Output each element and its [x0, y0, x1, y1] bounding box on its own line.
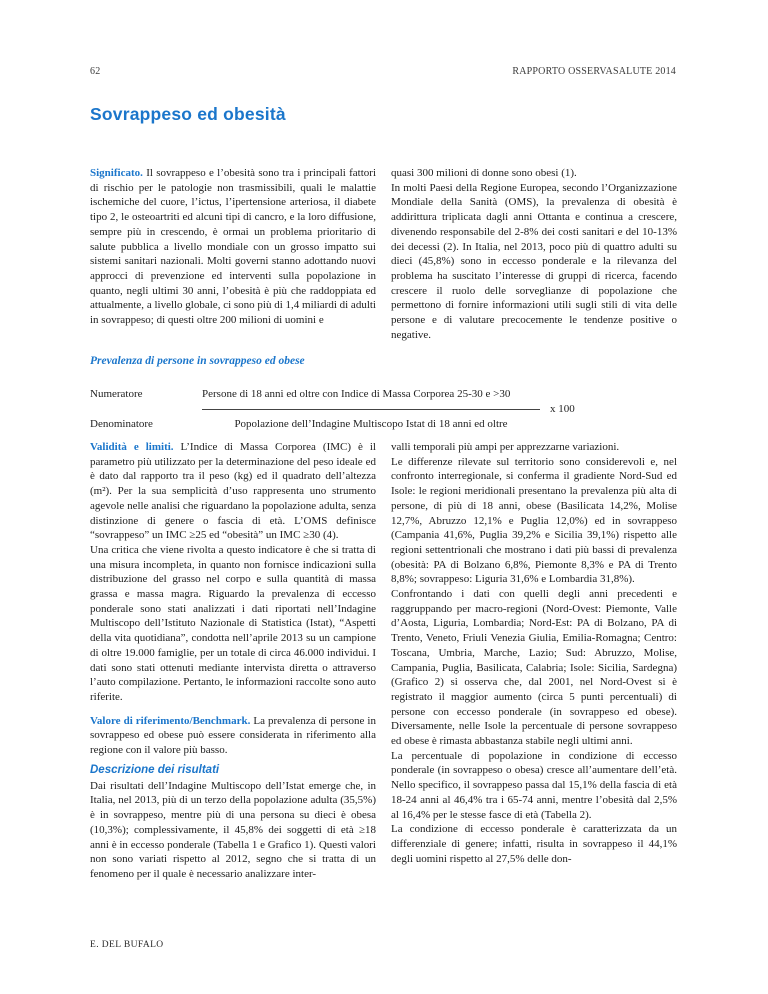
benchmark-lead: Valore di riferimento/Benchmark.	[90, 714, 251, 727]
indicator-formula	[90, 388, 575, 430]
intro-europe-paragraph: In molti Paesi della Regione Europea, secondo l’Organizzazione Mondiale della Sanità (OMS), la prevalenza di obesità è addirittura triplicata dagli anni Ottanta e continua a crescere, divenendo responsabile del 2-8% dei costi sanitari e del 10-13% dei decessi (2). In Italia, nel 2013, poco più di quattro adulti su dieci (45,8%) sono in eccesso ponderale e la rilevanza del problema ha suscitato l’interesse di gruppi di ricerca, facendo crescere il ruolo delle sorveglianze di popolazione che permettono di fornire informazioni utili sugli stili di vita delle persone e di valutare precocemente le tendenze positive o negative.	[391, 181, 677, 341]
significato-paragraph	[90, 166, 376, 328]
chapter-title: Sovrappeso ed obesità	[90, 104, 286, 124]
numerator-label: Numeratore	[90, 388, 143, 400]
report-title: RAPPORTO OSSERVASALUTE 2014	[512, 66, 676, 77]
results-age-paragraph: La percentuale di popolazione in condizione di eccesso ponderale (in sovrappeso o obesa) cresce all’aumentare dell’età. Nello specifico, il sovrappeso passa dal 15,1% della fascia di età 18-24 anni al 46,4% tra i 65-74 anni, mentre l’obesità dal 2,5% al 16,4% per le stesse fasce di età (Tabella 2).	[391, 749, 677, 821]
multiplier-text: x 100	[550, 403, 575, 415]
page-number: 62	[90, 66, 101, 77]
results-continuation-line: valli temporali più ampi per apprezzarne variazioni.	[391, 441, 620, 453]
denominator-row	[90, 418, 575, 430]
benchmark-text: La prevalenza di persone in sovrappeso ed obese può essere considerata in riferimento alla regione con il valore più basso.	[90, 714, 376, 757]
page-header	[90, 66, 676, 77]
main-left-column	[90, 440, 376, 882]
benchmark-paragraph	[90, 714, 376, 758]
denominator-label: Denominatore	[90, 418, 153, 430]
intro-columns	[90, 166, 678, 342]
main-columns	[90, 440, 678, 882]
intro-right-column	[391, 166, 677, 342]
results-paragraph-left: Dai risultati dell’Indagine Multiscopo dell’Istat emerge che, in Italia, nel 2013, più di un terzo della popolazione adulta (35,5%) è in sovrappeso, mentre più di una persona su dieci è obesa (10,3%); complessivamente, il 45,8% dei soggetti di età ≥18 anni è in eccesso ponderale (Tabella 1 e Grafico 1). Questi valori non sono variati rispetto al 2012, segno che si tratta di un fenomeno per il quale è necessario analizzare inter-	[90, 779, 376, 880]
validita-paragraph-1	[90, 440, 376, 543]
numerator-text: Persone di 18 anni ed oltre con Indice di Massa Corporea 25-30 e >30	[202, 388, 511, 400]
results-gender-paragraph: La condizione di eccesso ponderale è caratterizzata da un differenziale di genere; infatti, risulta in sovrappeso il 44,1% degli uomini rispetto al 27,5% delle don-	[391, 823, 677, 865]
author-credit: E. DEL BUFALO	[90, 940, 164, 950]
validita-lead: Validità e limiti.	[90, 441, 174, 453]
denominator-text: Popolazione dell’Indagine Multiscopo Istat di 18 anni ed oltre	[234, 418, 508, 430]
significato-lead: Significato.	[90, 167, 143, 179]
indicator-heading: Prevalenza di persone in sovrappeso ed obese	[90, 355, 305, 367]
fraction-rule-row	[90, 403, 575, 415]
fraction-rule-line	[202, 409, 540, 410]
intro-continuation-line: quasi 300 milioni di donne sono obesi (1).	[391, 167, 577, 179]
main-right-column	[391, 440, 677, 882]
results-macroregions-paragraph: Confrontando i dati con quelli degli anni precedenti e raggruppando per macro-regioni (Nord-Ovest: Piemonte, Valle d’Aosta, Liguria, Lombardia; Nord-Est: PA di Bolzano, PA di Trento, Veneto, Friuli Venezia Giulia, Emilia-Romagna; Centro: Toscana, Umbria, Marche, Lazio; Sud: Abruzzo, Molise, Campania, Puglia, Basilicata, Calabria; Isole: Sicilia, Sardegna) (Grafico 2) si osserva che, dal 2001, nel Nord-Ovest si è registrato il maggior aumento (circa 5 punti percentuali) di persone con eccesso ponderale (in sovrappeso ed obese). Diversamente, nelle Isole la percentuale di persone sovrappeso ed obese è rimasta abbastanza stabile negli ultimi anni.	[391, 588, 677, 748]
numerator-row	[90, 388, 575, 400]
results-regional-paragraph: Le differenze rilevate sul territorio sono considerevoli e, nel confronto interregionale, si conferma il gradiente Nord-Sud ed Isole: le regioni meridionali presentano la prevalenza più alta di persone, di più di 18 anni, obese (Basilicata 14,2%, Molise 12,7%, Abruzzo 12,1% e Puglia 12,0%) ed in sovrappeso (Campania 41,6%, Puglia 39,2% e Sicilia 39,1%) rispetto alle regioni settentrionali che mostrano i dati più bassi di prevalenza (obesità: PA di Bolzano 6,8%, Piemonte 8,3% e PA di Trento 8,8%; sovrappeso: Liguria 31,6% e Lombardia 31,8%).	[391, 455, 677, 586]
validita-text-1: L’Indice di Massa Corporea (IMC) è il parametro più utilizzato per la determinazione del peso ideale ed è dato dal rapporto tra il peso (kg) ed il quadrato dell’altezza (m²). Per la sua semplicità d’uso rappresenta uno strumento agevole nelle analisi che riguardano la popolazione adulta, senza distinzione di genere o fascia di età. L’OMS definisce “sovrappeso” un IMC ≥25 ed “obesità” un IMC ≥30 (4).	[90, 441, 376, 542]
fraction-rule-wrap	[202, 403, 575, 415]
significato-text: Il sovrappeso e l’obesità sono tra i principali fattori di rischio per le patologie non trasmissibili, quali le malattie ischemiche del cuore, l’ictus, l’ipertensione arteriosa, il diabete tipo 2, le osteoartriti ed alcuni tipi di cancro, e la loro diffusione, sempre più in crescendo, è ormai un problema prioritario di salute pubblica a livello mondiale con un grosso impatto sui sistemi sanitari nazionali. Molti governi stanno adottando nuovi approcci di prevenzione ed interventi sulla popolazione in quanto, negli ultimi 30 anni, l’obesità è più che raddoppiata ed attualmente, a livello globale, ci sono più di 1,4 miliardi di adulti in sovrappeso; di questi oltre 200 milioni di uomini e	[90, 167, 377, 327]
intro-left-column	[90, 166, 376, 342]
results-heading: Descrizione dei risultati	[90, 763, 220, 776]
validita-paragraph-2: Una critica che viene rivolta a questo indicatore è che si tratta di una misura incompleta, in quanto non fornisce indicazioni sulla distribuzione del grasso nel corpo e sulla quantità di massa grassa e massa magra. Riguardo la prevalenza di eccesso ponderale sono stati analizzati i dati riportati nell’Indagine Multiscopo dell’Istituto Nazionale di Statistica (Istat), “Aspetti della vita quotidiana”, condotta nell’aprile 2013 su un campione di oltre 19.000 famiglie, per un totale di circa 46.000 individui. I dati sono stati ottenuti mediante intervista diretta o attraverso l’auto compilazione. Pertanto, le informazioni raccolte sono auto riferite.	[90, 543, 376, 703]
